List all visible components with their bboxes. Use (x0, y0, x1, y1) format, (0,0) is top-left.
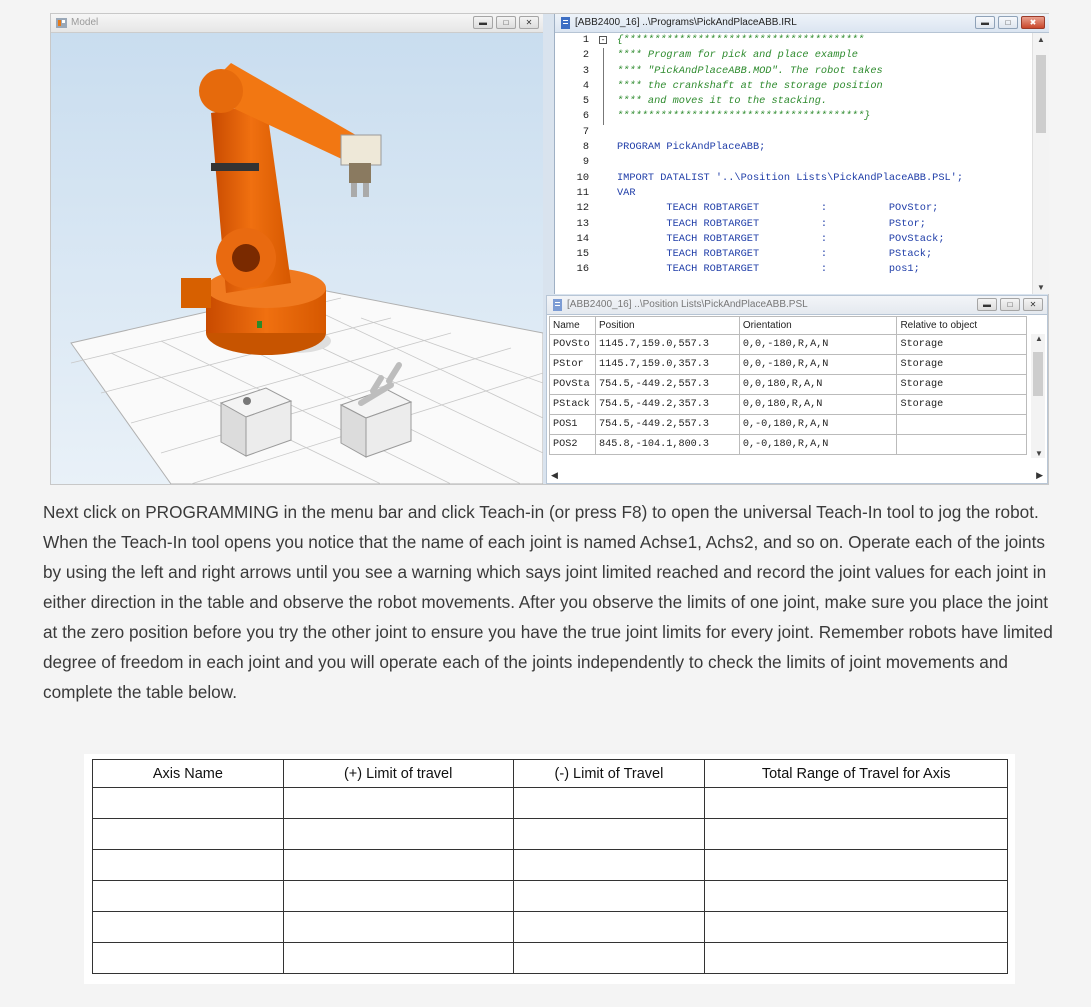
model-window-titlebar (51, 14, 543, 33)
cell-position[interactable]: 1145.7,159.0,557.3 (595, 335, 739, 355)
code-text: **** "PickAndPlaceABB.MOD". The robot takes (617, 64, 883, 77)
line-number: 2 (582, 49, 589, 62)
axis-row (93, 788, 1008, 819)
axis-cell[interactable] (705, 819, 1008, 850)
minimize-button[interactable]: ▬ (473, 16, 493, 29)
column-header-position[interactable]: Position (595, 317, 739, 335)
position-window-titlebar (547, 296, 1047, 315)
fold-guide (603, 79, 604, 94)
axis-cell[interactable] (513, 881, 705, 912)
axis-cell[interactable] (705, 788, 1008, 819)
code-vertical-scrollbar[interactable] (1032, 33, 1049, 294)
code-line[interactable] (555, 140, 1033, 155)
code-line[interactable] (555, 232, 1033, 247)
position-row[interactable] (550, 375, 1027, 395)
code-text: **** the crankshaft at the storage position (617, 79, 883, 92)
program-editor-window (554, 14, 1049, 294)
document-icon (560, 17, 571, 29)
code-line[interactable] (555, 171, 1033, 186)
axis-row (93, 881, 1008, 912)
close-button[interactable]: ✕ (519, 16, 539, 29)
scroll-up-icon[interactable]: ▲ (1037, 35, 1045, 44)
column-header-name[interactable]: Name (550, 317, 596, 335)
code-text: TEACH ROBTARGET : PStack; (617, 248, 933, 261)
code-line[interactable] (555, 247, 1033, 262)
cell-name[interactable]: PStack (550, 395, 596, 415)
axis-row (93, 850, 1008, 881)
line-number: 5 (582, 95, 589, 108)
cell-relative[interactable]: Storage (897, 395, 1027, 415)
line-number: 11 (576, 186, 589, 199)
program-window-title: [ABB2400_16] ..\Programs\PickAndPlaceABB.IRL (575, 17, 797, 28)
cell-position[interactable]: 754.5,-449.2,357.3 (595, 395, 739, 415)
axis-cell[interactable] (93, 943, 284, 974)
maximize-button[interactable]: □ (1000, 298, 1020, 311)
axis-cell[interactable] (283, 881, 513, 912)
line-number: 14 (576, 232, 589, 245)
position-row[interactable] (550, 435, 1027, 455)
axis-cell[interactable] (93, 912, 284, 943)
cell-orientation[interactable]: 0,0,180,R,A,N (739, 395, 897, 415)
code-editor[interactable] (555, 33, 1033, 294)
cell-position[interactable]: 1145.7,159.0,357.3 (595, 355, 739, 375)
maximize-button[interactable]: □ (496, 16, 516, 29)
scroll-up-icon[interactable]: ▲ (1035, 334, 1043, 343)
fold-toggle-icon[interactable]: - (600, 36, 606, 45)
close-button[interactable]: ✖ (1021, 16, 1045, 29)
axis-cell[interactable] (93, 788, 284, 819)
code-text: **** and moves it to the stacking. (617, 95, 828, 108)
code-text: TEACH ROBTARGET : PStor; (617, 217, 926, 230)
cell-orientation[interactable]: 0,0,180,R,A,N (739, 375, 897, 395)
code-text: TEACH ROBTARGET : POvStack; (617, 232, 945, 245)
software-screenshot (50, 13, 1049, 485)
instructions-paragraph: Next click on PROGRAMMING in the menu bar and click Teach-in (or press F8) to open the universal Teach-In tool to jog the robot. When the Teach-In tool opens you notice that the name of each joint is named Achse1, Achs2, and so on. Operate each of the joints by using the left and right arrows until you see a warning which says joint limited reached and record the joint values for each joint in either direction in the table and observe the robot movements. After you observe the limits of one joint, make sure you place the joint at the zero position before you try the other joint to ensure you have the true joint limits for every joint. Remember robots have limited degree of freedom in each joint and you will operate each of the joints independently to check the limits of joint movements and complete the table below. (43, 502, 1053, 702)
axis-cell[interactable] (93, 819, 284, 850)
code-line[interactable] (555, 33, 1033, 48)
axis-cell[interactable] (513, 850, 705, 881)
cell-orientation[interactable]: 0,0,-180,R,A,N (739, 335, 897, 355)
header-axis-name: Axis Name (93, 760, 284, 788)
cell-position[interactable]: 754.5,-449.2,557.3 (595, 415, 739, 435)
position-vertical-scrollbar[interactable] (1031, 334, 1045, 458)
robot-3d-viewport[interactable] (51, 33, 543, 484)
position-horizontal-scrollbar[interactable] (549, 470, 1045, 482)
code-text: **** Program for pick and place example (617, 49, 858, 62)
scroll-down-icon[interactable]: ▼ (1037, 283, 1045, 292)
scrollbar-thumb[interactable] (1033, 352, 1043, 396)
line-number: 15 (576, 248, 589, 261)
code-text: VAR (617, 186, 636, 199)
position-row[interactable] (550, 415, 1027, 435)
header-negative-limit: (-) Limit of Travel (513, 760, 705, 788)
program-window-titlebar (555, 14, 1049, 33)
cell-orientation[interactable]: 0,-0,180,R,A,N (739, 415, 897, 435)
column-header-relative[interactable]: Relative to object (897, 317, 1027, 335)
cell-position[interactable]: 845.8,-104.1,800.3 (595, 435, 739, 455)
cell-name[interactable]: POS2 (550, 435, 596, 455)
axis-cell[interactable] (283, 819, 513, 850)
code-text: PROGRAM PickAndPlaceABB; (617, 141, 766, 154)
code-line[interactable] (555, 186, 1033, 201)
cell-relative[interactable] (897, 415, 1027, 435)
position-list-window (546, 295, 1048, 484)
line-number: 9 (582, 156, 589, 169)
line-number: 16 (576, 263, 589, 276)
close-button[interactable]: ✕ (1023, 298, 1043, 311)
code-line[interactable] (555, 109, 1033, 124)
code-text: {*************************************** (617, 34, 865, 46)
code-line[interactable] (555, 94, 1033, 109)
cell-position[interactable]: 754.5,-449.2,557.3 (595, 375, 739, 395)
minimize-button[interactable]: ▬ (975, 16, 995, 29)
cell-name[interactable]: POS1 (550, 415, 596, 435)
scrollbar-thumb[interactable] (1036, 55, 1046, 133)
scroll-down-icon[interactable]: ▼ (1035, 449, 1043, 458)
axis-cell[interactable] (93, 850, 284, 881)
cell-name[interactable]: PStor (550, 355, 596, 375)
axis-cell[interactable] (705, 943, 1008, 974)
line-number: 4 (582, 79, 589, 92)
cell-relative[interactable]: Storage (897, 355, 1027, 375)
code-text: IMPORT DATALIST '..\Position Lists\PickAndPlaceABB.PSL'; (617, 171, 964, 184)
axis-cell[interactable] (705, 881, 1008, 912)
axis-cell[interactable] (283, 943, 513, 974)
axis-row (93, 912, 1008, 943)
fold-guide (603, 94, 604, 109)
fold-guide (603, 109, 604, 124)
code-line[interactable] (555, 262, 1033, 277)
axis-row (93, 943, 1008, 974)
scroll-right-icon[interactable]: ▶ (1036, 470, 1043, 480)
column-header-orientation[interactable]: Orientation (739, 317, 897, 335)
position-row[interactable] (550, 335, 1027, 355)
position-table (549, 316, 1027, 455)
axis-cell[interactable] (513, 912, 705, 943)
model-icon (56, 17, 67, 29)
minimize-button[interactable]: ▬ (977, 298, 997, 311)
axis-row (93, 819, 1008, 850)
axis-cell[interactable] (283, 850, 513, 881)
cell-orientation[interactable]: 0,0,-180,R,A,N (739, 355, 897, 375)
axis-cell[interactable] (283, 912, 513, 943)
cell-relative[interactable] (897, 435, 1027, 455)
axis-limits-table (92, 759, 1008, 974)
code-line[interactable] (555, 48, 1033, 63)
code-text: TEACH ROBTARGET : pos1; (617, 263, 920, 276)
model-window (51, 14, 543, 484)
axis-cell[interactable] (513, 819, 705, 850)
position-window-title: [ABB2400_16] ..\Position Lists\PickAndPlaceABB.PSL (567, 299, 808, 310)
header-total-range: Total Range of Travel for Axis (705, 760, 1008, 788)
cell-relative[interactable]: Storage (897, 335, 1027, 355)
axis-limits-table-container (84, 754, 1015, 984)
scroll-left-icon[interactable]: ◀ (551, 470, 558, 480)
line-number: 10 (576, 171, 589, 184)
code-text: ****************************************} (617, 110, 871, 123)
line-number: 3 (582, 64, 589, 77)
position-row[interactable] (550, 355, 1027, 375)
line-number: 12 (576, 202, 589, 215)
header-positive-limit: (+) Limit of travel (283, 760, 513, 788)
cell-orientation[interactable]: 0,-0,180,R,A,N (739, 435, 897, 455)
axis-cell[interactable] (93, 881, 284, 912)
document-icon (552, 299, 563, 311)
code-text: TEACH ROBTARGET : POvStor; (617, 202, 939, 215)
cell-relative[interactable]: Storage (897, 375, 1027, 395)
cell-name[interactable]: POvSto (550, 335, 596, 355)
axis-cell[interactable] (283, 788, 513, 819)
code-line[interactable] (555, 125, 1033, 140)
line-number: 1 (582, 34, 589, 46)
maximize-button[interactable]: □ (998, 16, 1018, 29)
line-number: 6 (582, 110, 589, 123)
axis-cell[interactable] (705, 850, 1008, 881)
line-number: 8 (582, 141, 589, 154)
code-line[interactable] (555, 217, 1033, 232)
position-row[interactable] (550, 395, 1027, 415)
model-window-title: Model (71, 17, 99, 28)
code-line[interactable] (555, 201, 1033, 216)
code-line[interactable] (555, 79, 1033, 94)
line-number: 7 (582, 125, 589, 138)
line-number: 13 (576, 217, 589, 230)
cell-name[interactable]: POvSta (550, 375, 596, 395)
code-line[interactable] (555, 64, 1033, 79)
code-line[interactable] (555, 155, 1033, 170)
axis-cell[interactable] (705, 912, 1008, 943)
axis-cell[interactable] (513, 788, 705, 819)
axis-cell[interactable] (513, 943, 705, 974)
fold-guide (603, 64, 604, 79)
fold-guide (603, 48, 604, 63)
